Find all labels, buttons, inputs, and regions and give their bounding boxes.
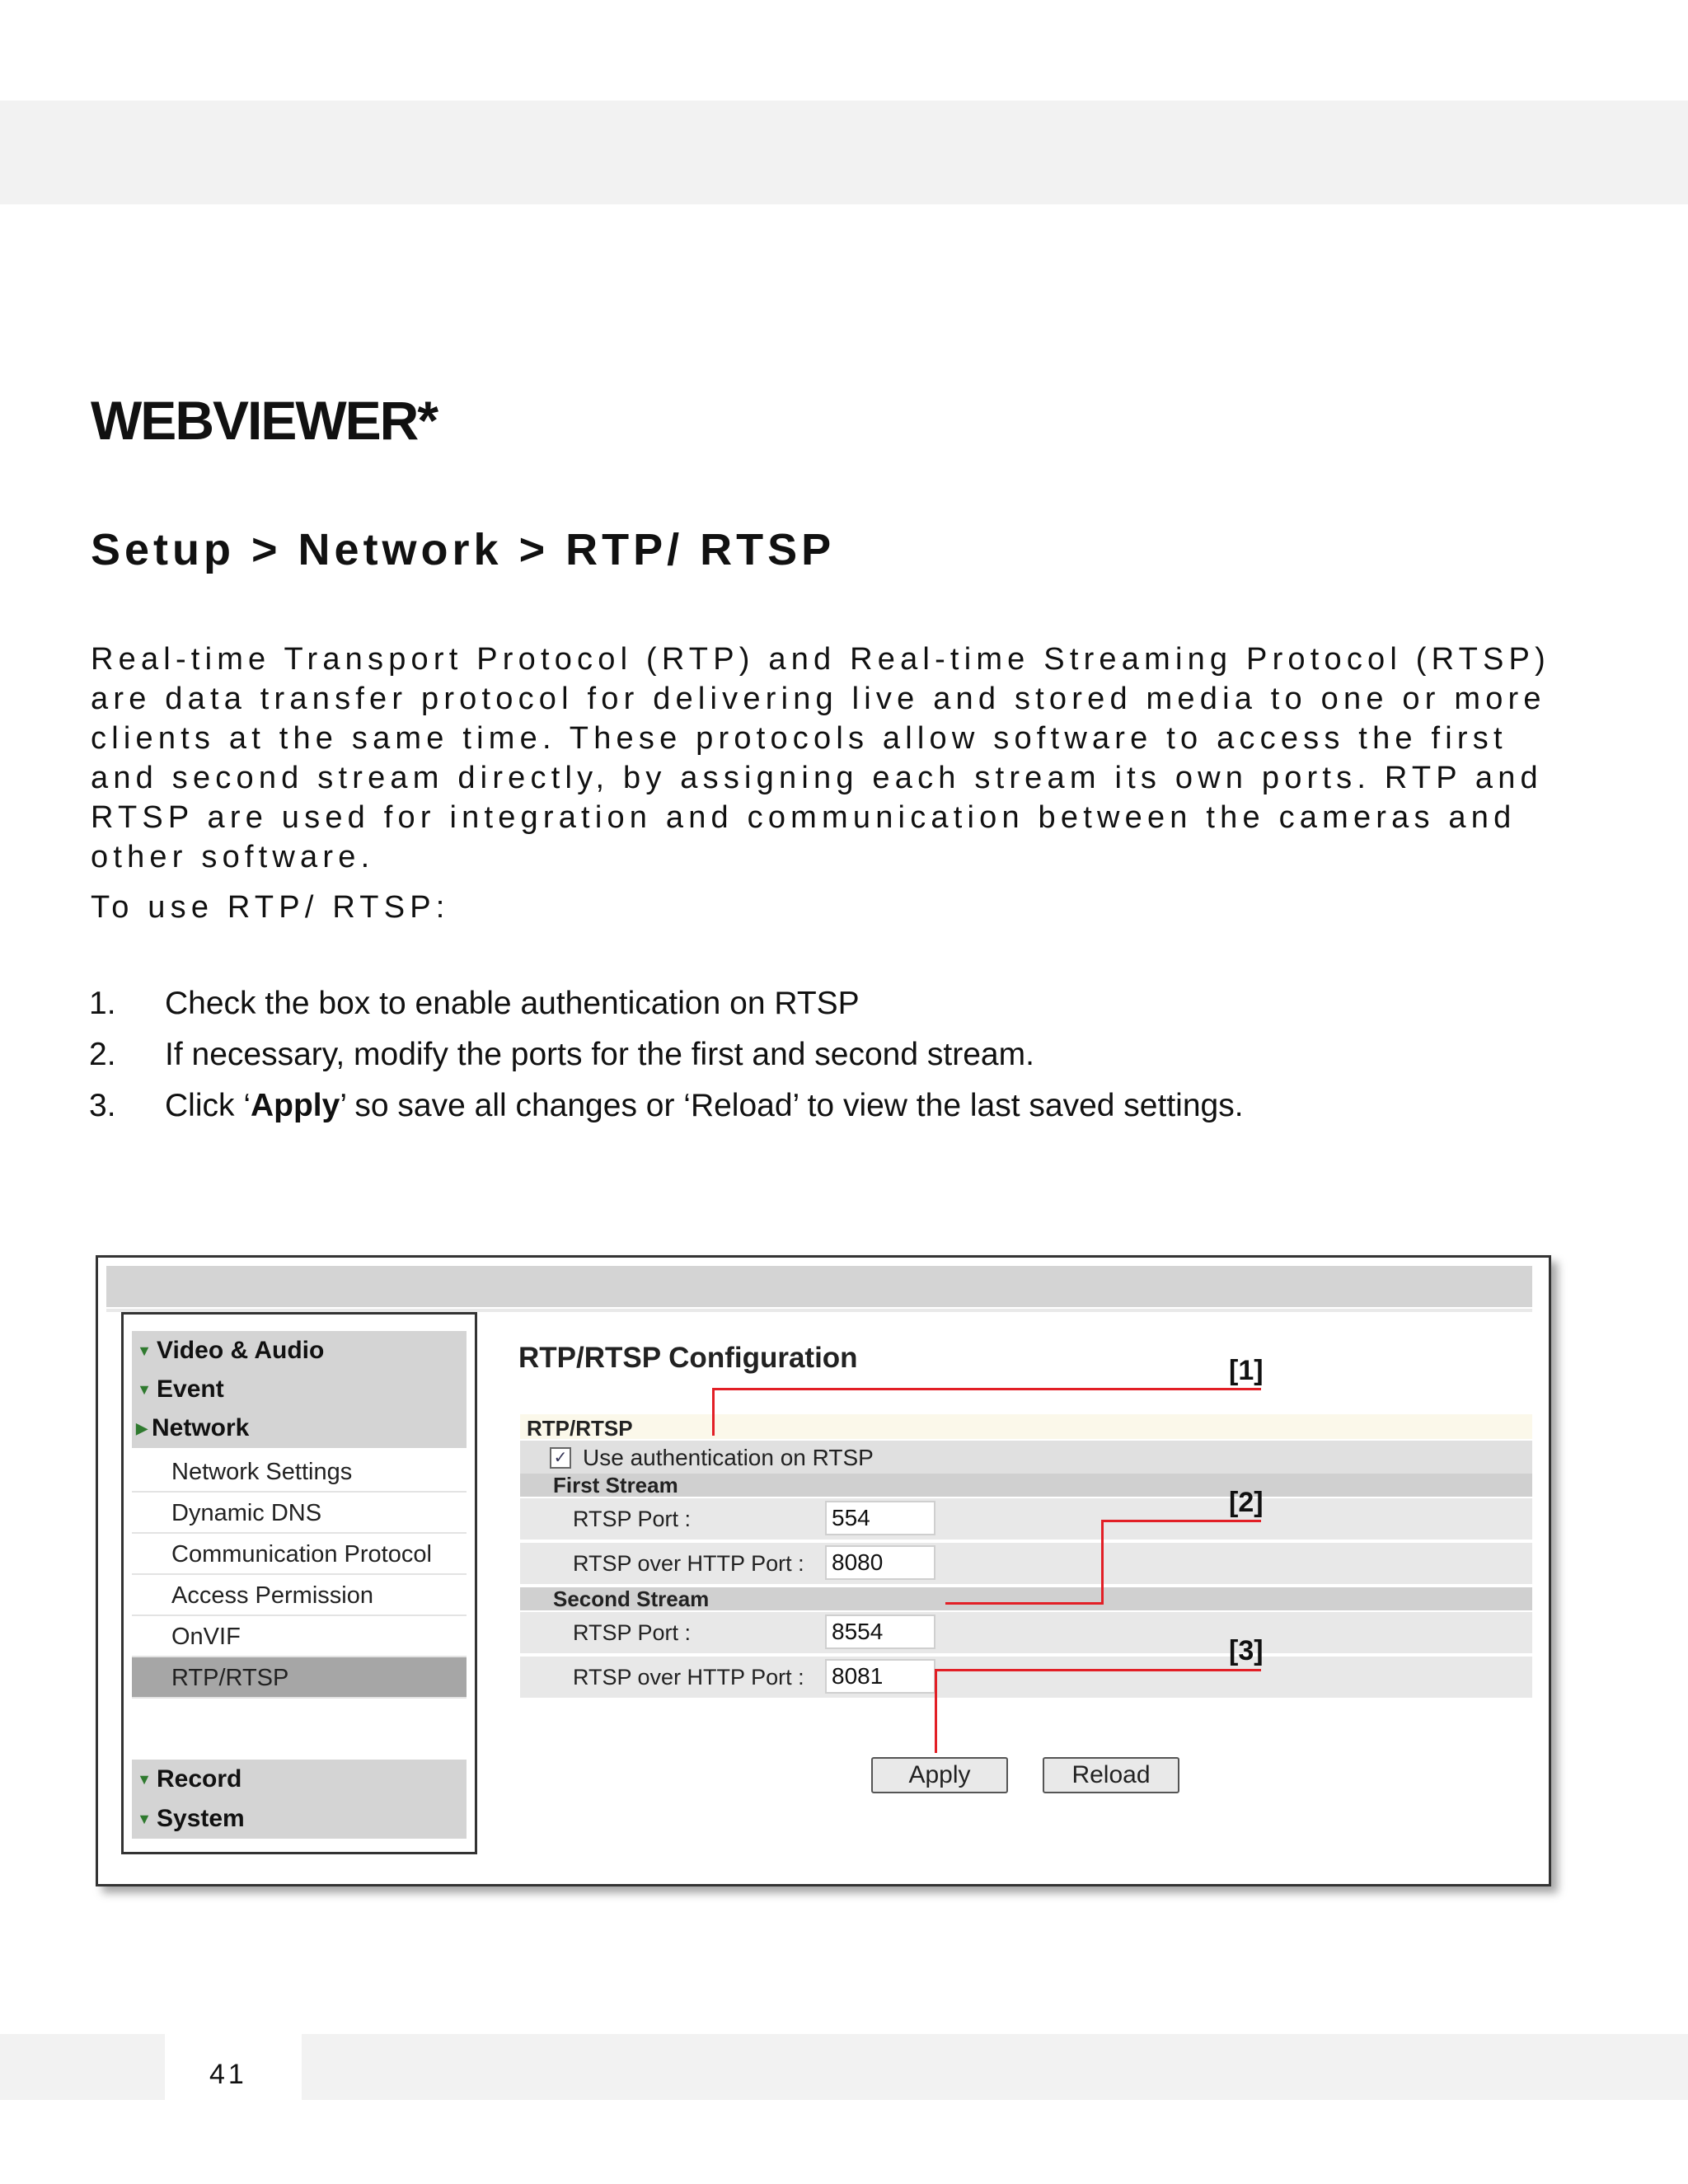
sidebar-item-communication-protocol[interactable]	[132, 1534, 467, 1575]
sidebar-item-label: Access Permission	[171, 1582, 373, 1609]
step-text-bold: Apply	[251, 1088, 340, 1123]
second-rtsp-port-row	[520, 1612, 1532, 1653]
sidebar-item-label: Dynamic DNS	[171, 1500, 322, 1526]
step-text: Check the box to enable authentication on RTSP	[165, 986, 860, 1021]
sidebar-item-onvif[interactable]	[132, 1616, 467, 1657]
section-label: RTP/RTSP	[527, 1416, 633, 1441]
sidebar-item-label: Video & Audio	[157, 1337, 325, 1364]
step-number: 1.	[89, 986, 116, 1021]
step-text-pre: Click ‘	[165, 1088, 251, 1123]
first-stream-header	[520, 1474, 1532, 1497]
sidebar-item-record[interactable]	[132, 1760, 241, 1799]
callout-2-line	[945, 1602, 1104, 1605]
sidebar-item-access-permission[interactable]	[132, 1575, 467, 1616]
chevron-right-icon: ▶	[136, 1419, 148, 1436]
second-http-port-row	[520, 1657, 1532, 1698]
instructions-lead: To use RTP/ RTSP:	[91, 890, 450, 925]
callout-3: [3]	[1229, 1635, 1264, 1666]
rtsp-section-header	[520, 1414, 1532, 1439]
sidebar-item-label: Network	[152, 1414, 250, 1441]
callout-2-line	[1101, 1520, 1261, 1522]
callout-3-line	[935, 1669, 1261, 1671]
settings-sidebar	[121, 1312, 477, 1854]
second-http-port-label: RTSP over HTTP Port :	[573, 1665, 804, 1690]
callout-1-line	[712, 1388, 715, 1436]
sidebar-group-bottom	[132, 1760, 467, 1839]
first-rtsp-port-input[interactable]	[825, 1501, 935, 1535]
reload-button[interactable]: Reload	[1043, 1757, 1179, 1793]
first-http-port-input[interactable]	[825, 1545, 935, 1580]
first-rtsp-port-label: RTSP Port :	[573, 1507, 692, 1531]
header-band	[0, 101, 1688, 204]
sidebar-item-label: RTP/RTSP	[171, 1665, 289, 1691]
callout-3-line	[935, 1669, 937, 1753]
screenshot-header-bar	[106, 1266, 1532, 1307]
callout-1-line	[712, 1388, 1261, 1390]
sidebar-item-label: System	[157, 1805, 245, 1832]
step-text: If necessary, modify the ports for the first and second stream.	[165, 1037, 1034, 1072]
apply-button[interactable]: Apply	[871, 1757, 1008, 1793]
chevron-down-icon: ▼	[137, 1810, 152, 1827]
sidebar-item-network[interactable]	[132, 1408, 249, 1448]
sidebar-item-label: Record	[157, 1765, 242, 1793]
auth-row	[520, 1441, 1532, 1474]
step-text-post: ’ so save all changes or ‘Reload’ to view the last saved settings.	[340, 1088, 1244, 1123]
auth-checkbox[interactable]: ✓	[550, 1447, 571, 1469]
step-text	[165, 1088, 1244, 1124]
footer-band-right	[302, 2034, 1688, 2100]
sidebar-item-system[interactable]	[132, 1799, 245, 1839]
second-rtsp-port-label: RTSP Port :	[573, 1620, 692, 1645]
footer-band-left	[0, 2034, 165, 2100]
chevron-down-icon: ▼	[137, 1770, 152, 1788]
sidebar-item-event[interactable]	[132, 1370, 224, 1409]
page-number: 41	[209, 2059, 247, 2090]
config-title: RTP/RTSP Configuration	[518, 1342, 858, 1374]
first-rtsp-port-row	[520, 1498, 1532, 1540]
sidebar-item-video-audio[interactable]	[132, 1331, 324, 1371]
sidebar-item-label: Communication Protocol	[171, 1541, 432, 1568]
callout-2: [2]	[1229, 1487, 1264, 1518]
section-breadcrumb: Setup > Network > RTP/ RTSP	[91, 525, 836, 574]
auth-label: Use authentication on RTSP	[583, 1445, 874, 1470]
second-rtsp-port-input[interactable]	[825, 1615, 935, 1649]
sidebar-item-dynamic-dns[interactable]	[132, 1493, 467, 1534]
intro-paragraph: Real-time Transport Protocol (RTP) and Real-time Streaming Protocol (RTSP) are data transfer protocol for delivering live and stored media to one or more clients at the same time. These protocols allow software to access the first and second stream directly, by assigning each stream its own ports. RTP and RTSP are used for integration and communication between the cameras and other software.	[91, 642, 1550, 874]
sidebar-item-label: Event	[157, 1376, 224, 1403]
sidebar-item-label: OnVIF	[171, 1624, 241, 1650]
chevron-down-icon: ▼	[137, 1380, 152, 1398]
step-number: 2.	[89, 1037, 116, 1072]
second-stream-header	[520, 1587, 1532, 1610]
first-http-port-row	[520, 1543, 1532, 1584]
callout-2-line	[1101, 1520, 1104, 1604]
second-stream-label: Second Stream	[553, 1586, 710, 1611]
first-http-port-label: RTSP over HTTP Port :	[573, 1551, 804, 1576]
sidebar-item-network-settings[interactable]	[132, 1451, 467, 1493]
callout-1: [1]	[1229, 1355, 1264, 1386]
step-number: 3.	[89, 1088, 116, 1123]
first-stream-label: First Stream	[553, 1473, 678, 1497]
sidebar-item-rtp-rtsp[interactable]	[132, 1657, 467, 1699]
page-title: WEBVIEWER*	[91, 390, 438, 451]
chevron-down-icon: ▼	[137, 1342, 152, 1359]
rtsp-config-screenshot	[96, 1255, 1551, 1886]
second-http-port-input[interactable]	[825, 1659, 935, 1694]
sidebar-group-top	[132, 1331, 467, 1448]
sidebar-item-label: Network Settings	[171, 1459, 353, 1485]
